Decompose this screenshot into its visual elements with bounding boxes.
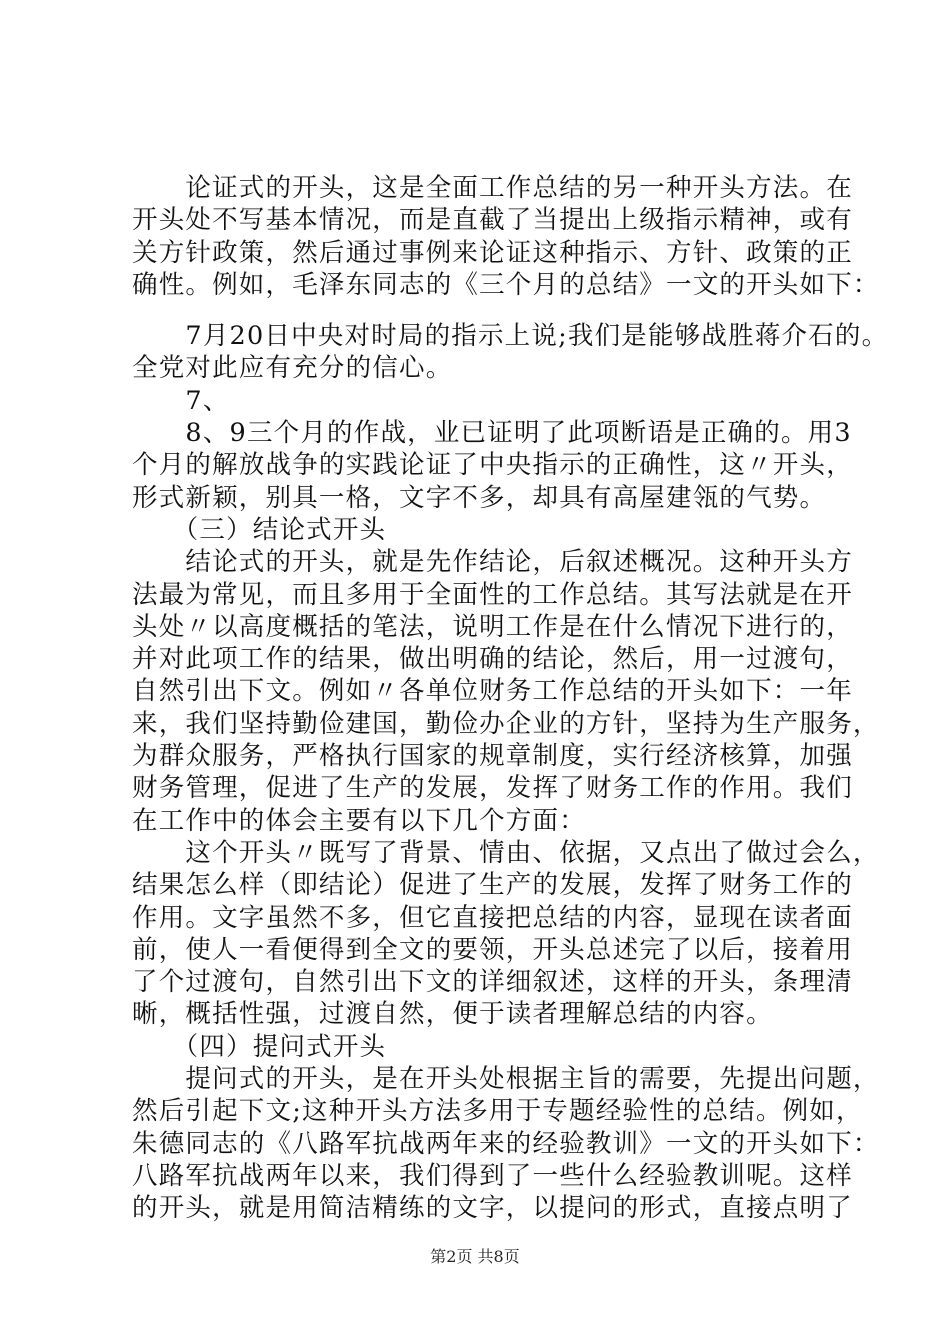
text-line: 晰，概括性强，过渡自然，便于读者理解总结的内容。 xyxy=(132,999,773,1030)
text-line: 为群众服务，严格执行国家的规章制度，实行经济核算，加强 xyxy=(132,741,853,772)
text-line: 8、9三个月的作战，业已证明了此项断语是正确的。用3 xyxy=(132,418,852,449)
text-line: 确性。例如，毛泽东同志的《三个月的总结》一文的开头如下： xyxy=(132,269,880,300)
text-line: 在工作中的体会主要有以下几个方面： xyxy=(132,805,586,836)
text-line: 开头处不写基本情况，而是直截了当提出上级指示精神，或有 xyxy=(132,205,853,236)
text-line: 八路军抗战两年以来，我们得到了一些什么经验教训呢。这样 xyxy=(132,1160,853,1191)
text-line: 法最为常见，而且多用于全面性的工作总结。其写法就是在开 xyxy=(132,579,853,610)
text-line: 7月20日中央对时局的指示上说;我们是能够战胜蒋介石的。 xyxy=(132,321,889,352)
page-footer: 第2页 共8页 xyxy=(430,1247,520,1266)
text-line: 了个过渡句，自然引出下文的详细叙述，这样的开头，条理清 xyxy=(132,967,853,998)
text-line: （三）结论式开头 xyxy=(132,514,387,545)
text-line: 朱德同志的《八路军抗战两年来的经验教训》一文的开头如下： xyxy=(132,1128,880,1159)
text-line: 论证式的开头，这是全面工作总结的另一种开头方法。在 xyxy=(132,173,853,203)
text-line: 作用。文字虽然不多，但它直接把总结的内容，显现在读者面 xyxy=(132,902,853,933)
text-line: 然后引起下文;这种开头方法多用于专题经验性的总结。例如， xyxy=(132,1096,863,1127)
text-line: 财务管理，促进了生产的发展，发挥了财务工作的作用。我们 xyxy=(132,773,853,804)
text-line: 个月的解放战争的实践论证了中央指示的正确性，这〃开头， xyxy=(132,450,853,481)
text-line: 的开头，就是用简洁精练的文字，以提问的形式，直接点明了 xyxy=(132,1193,853,1224)
text-line: 形式新颖，别具一格，文字不多，却具有高屋建瓴的气势。 xyxy=(132,482,827,513)
text-line: 结论式的开头，就是先作结论，后叙述概况。这种开头方 xyxy=(132,547,853,578)
text-line: 来，我们坚持勤俭建国，勤俭办企业的方针，坚持为生产服务， xyxy=(132,708,880,739)
text-line: 关方针政策，然后通过事例来论证这种指示、方针、政策的正 xyxy=(132,237,853,268)
text-line: （四）提问式开头 xyxy=(132,1031,387,1062)
text-line: 并对此项工作的结果，做出明确的结论，然后，用一过渡句， xyxy=(132,644,853,675)
document-body xyxy=(132,172,889,1225)
text-line: 7、 xyxy=(132,385,230,416)
text-line: 自然引出下文。例如〃各单位财务工作总结的开头如下：一年 xyxy=(132,676,853,707)
text-line: 全党对此应有充分的信心。 xyxy=(132,353,453,384)
text-line: 头处〃以高度概括的笔法，说明工作是在什么情况下进行的， xyxy=(132,611,853,642)
paragraph-gap xyxy=(132,301,832,320)
text-line: 前，使人一看便得到全文的要领，开头总述完了以后，接着用 xyxy=(132,934,853,965)
text-line: 这个开头〃既写了背景、情由、依据，又点出了做过会么， xyxy=(132,837,880,868)
text-line: 结果怎么样（即结论）促进了生产的发展，发挥了财务工作的 xyxy=(132,870,853,901)
text-line: 提问式的开头，是在开头处根据主旨的需要，先提出问题， xyxy=(132,1064,880,1095)
